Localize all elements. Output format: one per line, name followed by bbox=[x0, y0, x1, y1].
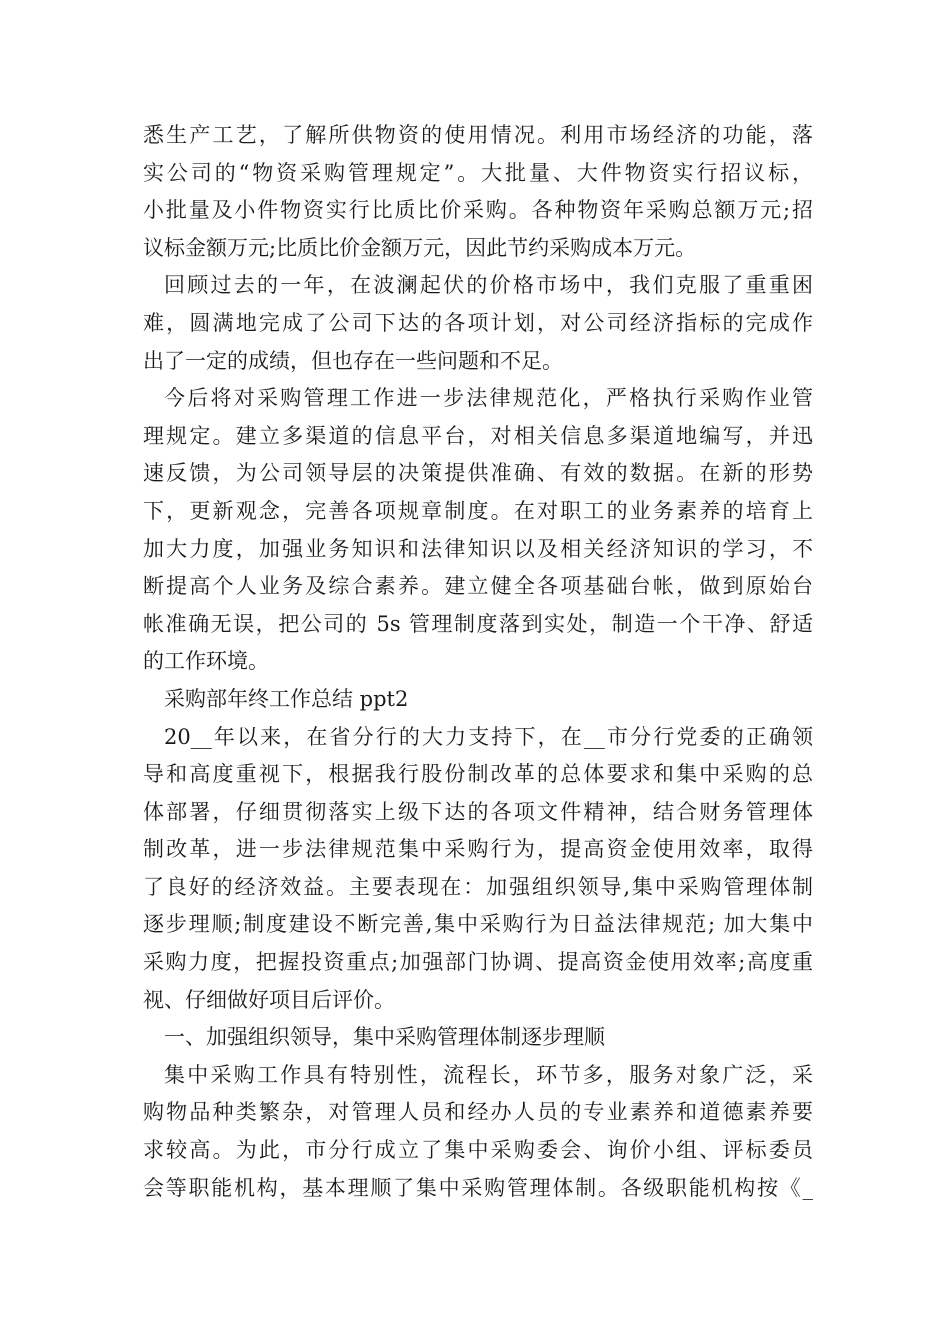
text-line: 帐准确无误，把公司的 5s 管理制度落到实处，制造一个干净、舒适 bbox=[143, 611, 813, 636]
text-line: 采购力度，把握投资重点;加强部门协调、提高资金使用效率;高度重 bbox=[143, 950, 813, 975]
text-line: 制改革，进一步法律规范集中采购行为，提高资金使用效率，取得 bbox=[143, 837, 813, 862]
text-line: 断提高个人业务及综合素养。建立健全各项基础台帐，做到原始台 bbox=[143, 574, 813, 599]
text-line: 出了一定的成绩，但也存在一些问题和不足。 bbox=[143, 348, 563, 373]
text-line: 悉生产工艺，了解所供物资的使用情况。利用市场经济的功能，落 bbox=[143, 123, 813, 147]
text-line: 难，圆满地完成了公司下达的各项计划，对公司经济指标的完成作 bbox=[143, 310, 813, 335]
text-line: 视、仔细做好项目后评价。 bbox=[143, 987, 395, 1012]
document-body bbox=[143, 117, 813, 1207]
text-line: 了良好的经济效益。主要表现在：加强组织领导,集中采购管理体制 bbox=[143, 874, 813, 899]
text-line: 议标金额万元;比质比价金额万元，因此节约采购成本万元。 bbox=[143, 235, 697, 260]
text-line: 的工作环境。 bbox=[143, 649, 269, 674]
section-heading: 一、加强组织领导，集中采购管理体制逐步理顺 bbox=[164, 1025, 605, 1050]
text-line: 逐步理顺;制度建设不断完善,集中采购行为日益法律规范; 加大集中 bbox=[143, 912, 813, 937]
text-line: 20__年以来，在省分行的大力支持下，在__市分行党委的正确领 bbox=[164, 724, 813, 749]
section-title: 采购部年终工作总结 ppt2 bbox=[164, 686, 409, 711]
text-line: 会等职能机构，基本理顺了集中采购管理体制。各级职能机构按《_ bbox=[143, 1175, 813, 1200]
text-line: 实公司的“物资采购管理规定”。大批量、大件物资实行招议标， bbox=[143, 160, 813, 185]
text-line: 购物品种类繁杂，对管理人员和经办人员的专业素养和道德素养要 bbox=[143, 1100, 813, 1125]
text-line: 导和高度重视下，根据我行股份制改革的总体要求和集中采购的总 bbox=[143, 762, 813, 787]
text-line: 回顾过去的一年，在波澜起伏的价格市场中，我们克服了重重困 bbox=[164, 273, 813, 298]
text-line: 今后将对采购管理工作进一步法律规范化，严格执行采购作业管 bbox=[164, 386, 813, 411]
text-line: 下，更新观念，完善各项规章制度。在对职工的业务素养的培育上 bbox=[143, 498, 813, 523]
text-line: 求较高。为此，市分行成立了集中采购委会、询价小组、评标委员 bbox=[143, 1138, 813, 1163]
text-line: 小批量及小件物资实行比质比价采购。各种物资年采购总额万元;招 bbox=[143, 198, 813, 223]
text-line: 体部署，仔细贯彻落实上级下达的各项文件精神，结合财务管理体 bbox=[143, 799, 813, 824]
text-line: 集中采购工作具有特别性，流程长，环节多，服务对象广泛，采 bbox=[164, 1062, 813, 1087]
text-line: 速反馈，为公司领导层的决策提供准确、有效的数据。在新的形势 bbox=[143, 461, 813, 486]
text-line: 理规定。建立多渠道的信息平台，对相关信息多渠道地编写，并迅 bbox=[143, 423, 813, 448]
text-line: 加大力度，加强业务知识和法律知识以及相关经济知识的学习，不 bbox=[143, 536, 813, 561]
